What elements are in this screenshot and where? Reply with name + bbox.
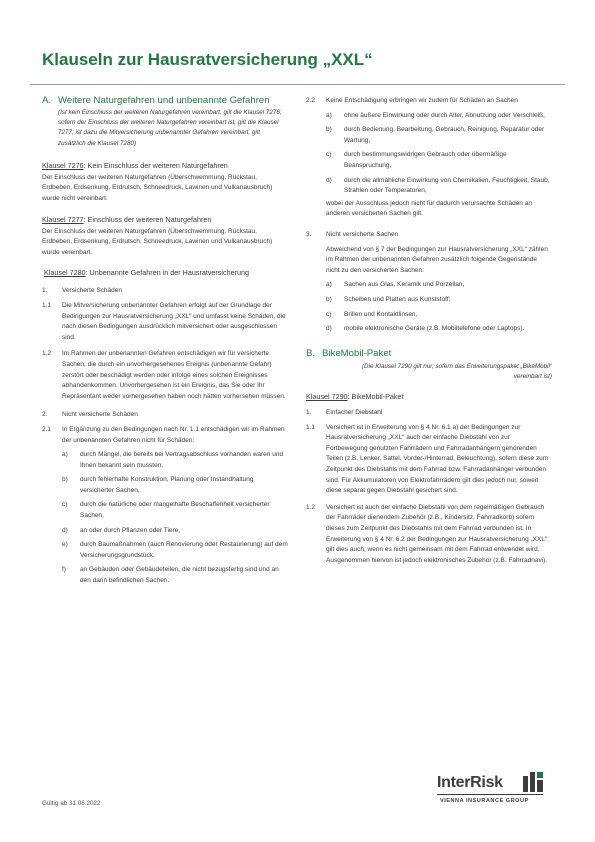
section-3-text: Abweichend von § 7 der Bedingungen zur Hausratversicherung „XXL“ zählen im Rahmen der unbenannten Gefahren zusätzlich folgende Gegenstände nicht zu den versicherten Sachen: xyxy=(326,245,548,274)
list-item xyxy=(62,526,288,537)
b-section-1-heading xyxy=(306,408,552,419)
section-1-number: 1. xyxy=(42,287,48,295)
list-item-letter: c) xyxy=(326,310,332,318)
b-section-1-1-text: Versichert ist in Erweiterung von § 4 Nr. 6.1 a) der Bedingungen zur Hausratversicherung „XXL“ auch der einfache Diebstahl von zur Fortbewegung genutzten Fahrrädern und Fahrradanhängern gehörenden Teilen (z.B. Lenker, Sattel, Vorder-/Hinterrad, Beleuchtung), sofern diese zum Zeitpunkt des Diebstahls mit dem Fahrrad bzw. Fahrradanhänger verbunden sind. Für Akkumulatoren von Elektrofahrrädern gilt dies jedoch nur, soweit diese separat gegen Diebstahl gesichert sind. xyxy=(326,423,549,495)
b-section-1-title: Einfacher Diebstahl xyxy=(326,409,383,417)
list-item xyxy=(326,150,552,171)
list-item-letter: a) xyxy=(62,451,68,459)
section-a-note: (Ist kein Einschluss der weiteren Naturgefahren vereinbart, gilt die Klausel 7276; sofern der Einschluss der weiteren Naturgefahren vereinbart ist, gilt die Klausel 7277; ist dazu die Mitversicherung unbenannter Gefahren vereinbart, gilt zusätzlich die Klausel 7280) xyxy=(58,109,282,147)
list-item-text: durch die natürliche oder mangelhafte Beschaffenheit versicherter Sachen, xyxy=(80,501,270,520)
section-1-2-number: 1.2 xyxy=(42,350,52,358)
section-1-heading xyxy=(42,286,288,297)
page-title: Klauseln zur Hausratversicherung „XXL“ xyxy=(42,50,373,69)
list-item-letter: a) xyxy=(326,281,332,289)
list-item-letter: d) xyxy=(62,526,68,534)
b-section-1-2 xyxy=(306,503,552,567)
list-item xyxy=(62,540,288,561)
list-item-text: ohne äußere Einwirkung oder durch Alter, Abnutzung oder Verschleiß, xyxy=(344,111,545,119)
clause-7290-heading xyxy=(306,392,552,402)
list-item-letter: c) xyxy=(326,151,332,159)
clause-7290-title: : BikeMobil-Paket xyxy=(347,392,404,402)
list-item-text: durch Baumaßnahmen (auch Renovierung oder Restaurierung) auf dem Versicherungsgrundstück, xyxy=(80,541,288,559)
list-item xyxy=(326,280,552,291)
clause-7276-ref: Klausel 7276 xyxy=(42,160,84,170)
list-item xyxy=(326,176,552,197)
list-item-text: an oder durch Pflanzen oder Tiere, xyxy=(80,526,181,534)
list-item-text: Brillen und Kontaktlinsen, xyxy=(344,310,418,318)
section-2-2-tail: wobei der Ausschluss jedoch nicht für dadurch verursachte Schäden an anderen versicherten Sachen gilt. xyxy=(326,199,532,218)
left-column xyxy=(42,96,288,587)
section-2-heading xyxy=(42,410,288,421)
list-item xyxy=(326,125,552,146)
section-2-1-number: 2.1 xyxy=(42,425,52,433)
list-item-text: Scheiben und Platten aus Kunststoff; xyxy=(344,295,451,303)
b-section-1-number: 1. xyxy=(306,409,312,417)
clause-7277-ref: Klausel 7277 xyxy=(42,214,84,224)
right-column xyxy=(306,96,552,566)
list-item xyxy=(62,450,288,471)
clause-7280-ref: Klausel 7280 xyxy=(44,268,86,278)
list-item-text: durch die allmähliche Einwirkung von Chemikalien, Feuchtigkeit, Staub, Strahlen oder Temperaturen, xyxy=(344,176,550,195)
clause-7276-heading xyxy=(42,161,288,171)
section-1-1-text: Die Mitversicherung unbenannter Gefahren erfolgt auf der Grundlage der Bedingungen zur Hausratversicherung „XXL“ und umfasst keine Schäden, die nach diesen Bedingungen ausdrücklich mitversichert oder ausgeschlossen sind. xyxy=(62,301,286,341)
list-item xyxy=(326,324,552,335)
section-3-list xyxy=(306,280,552,334)
section-2-1-list xyxy=(42,450,288,587)
section-2-2-number: 2.2 xyxy=(306,97,316,104)
section-2-2-text: Keine Entschädigung erbringen wir zudem für Schäden an Sachen xyxy=(326,97,518,104)
list-item-letter: b) xyxy=(326,295,332,303)
section-3-title: Nicht versicherte Sachen xyxy=(326,230,399,238)
list-item-text: mobile elektronische Geräte (z.B. Mobiltelefone oder Laptops). xyxy=(344,325,525,333)
section-a-heading xyxy=(42,96,288,106)
interrisk-logo-icon xyxy=(523,772,543,792)
list-item-text: durch bestimmungswidrigen Gebrauch oder übermäßige Beanspruchung, xyxy=(344,151,507,169)
section-1-title: Versicherte Schäden xyxy=(62,287,122,295)
list-item xyxy=(326,310,552,321)
section-2-1-text: In Ergänzung zu den Bedingungen nach Nr. 1.1 entschädigen wir im Rahmen der unbenannten Gefahren nicht für Schäden: xyxy=(62,425,285,444)
section-a-title: Weitere Naturgefahren und unbenannte Gefahren xyxy=(58,95,270,106)
section-1-2 xyxy=(42,349,288,402)
title-divider xyxy=(30,84,565,85)
section-b-title: BikeMobil-Paket xyxy=(322,347,392,359)
list-item xyxy=(62,500,288,521)
list-item-text: Sachen aus Glas, Keramik und Porzellan, xyxy=(344,281,465,289)
clause-7280-heading xyxy=(42,268,288,278)
list-item-letter: d) xyxy=(326,176,332,184)
list-item-text: durch Mängel, die bereits bei Vertragsabschluss vorhanden waren und Ihnen bekannt sein mussten, xyxy=(80,451,284,469)
section-3-heading xyxy=(306,230,552,241)
clause-7276-text: Der Einschluss der weiteren Naturgefahren (Überschwemmung, Rückstau, Erdbeben, Erdsenkung, Erdrutsch, Schneedruck, Lawinen und Vulkanausbruch) wurde nicht vereinbart. xyxy=(42,173,273,202)
b-section-1-2-text: Versichert ist auch der einfache Diebstahl von dem regelmäßigen Gebrauch der Fahrräder dienendem Zubehör (z.B., Kindersitz, Fahrradkorb) sofern dieses zum Zeitpunkt des Diebstahls mit dem Fahrrad verbunden ist. In Erweiterung von § 4 Nr. 6.2 der Bedingungen zur Hausratversicherung „XXL“ gilt dies auch, wenn es nicht gemeinsam mit dem Fahrrad entwendet wird. Ausgenommen hiervon ist jedoch elektronisches Zubehör (z.B. Fahrradnavi). xyxy=(326,503,548,564)
clause-7290-ref: Klausel 7290 xyxy=(306,392,348,402)
list-item xyxy=(62,475,288,496)
list-item-text: an Gebäuden oder Gebäudeteilen, die nicht bezugsfertig sind und an den darin befindlichen Sachen. xyxy=(80,566,279,585)
section-b-letter: B. xyxy=(306,347,316,359)
list-item-letter: c) xyxy=(62,501,68,509)
list-item-text: durch fehlerhafte Konstruktion, Planung oder Instandhaltung versicherter Sachen, xyxy=(80,476,254,494)
section-1-1-number: 1.1 xyxy=(42,301,52,309)
list-item-letter: a) xyxy=(326,111,332,119)
section-2-number: 2. xyxy=(42,411,48,419)
list-item-letter: b) xyxy=(62,476,68,484)
section-1-1 xyxy=(42,301,288,343)
section-2-1 xyxy=(42,425,288,446)
b-section-1-1 xyxy=(306,423,552,497)
section-a-letter: A. xyxy=(42,95,52,106)
section-1-2-text: Im Rahmen der unbenannten Gefahren entschädigen wir für versicherte Sachen, die durch ein unvorhergesehenes Ereignis (unbenannte Gefahr) zerstört oder beschädigt werden oder infolge eines solchen Ereignisses abhandenkommen. Unvorhergesehen ist ein Ereignis, das Sie oder Ihr Repräsentant weder vorhergesehen haben noch hätten vorhersehen müssen. xyxy=(62,350,286,400)
list-item xyxy=(62,565,288,586)
list-item xyxy=(326,295,552,306)
clause-7276-title: : Kein Einschluss der weiteren Naturgefahren xyxy=(83,160,228,170)
list-item xyxy=(326,111,552,122)
clause-7277-title: : Einschluss der weiteren Naturgefahren xyxy=(83,214,212,224)
vienna-insurance-group-text: VIENNA INSURANCE GROUP xyxy=(440,798,529,804)
logo-divider xyxy=(437,794,543,795)
b-section-1-1-number: 1.1 xyxy=(306,423,316,431)
b-section-1-2-number: 1.2 xyxy=(306,503,316,511)
section-2-title: Nicht versicherte Schäden xyxy=(62,411,138,419)
section-b-note: (Die Klausel 7290 gilt nur, sofern das Erweiterungspaket „BikeMobil“ vereinbart ist) xyxy=(361,362,552,380)
section-3-number: 3. xyxy=(306,230,312,238)
list-item-letter: e) xyxy=(62,541,68,549)
interrisk-logo-text: InterRisk xyxy=(437,774,503,791)
list-item-text: durch Bedienung, Bearbeitung, Gebrauch, Reinigung, Reparatur oder Wartung, xyxy=(344,126,545,144)
clause-7277-heading xyxy=(42,215,288,225)
section-2-2-list xyxy=(306,111,552,197)
clause-7277-text: Der Einschluss der weiteren Naturgefahren (Überschwemmung, Rückstau, Erdbeben, Erdsenkung, Erdrutsch, Schneedruck, Lawinen und Vulkanausbruch) wurde vereinbart. xyxy=(42,227,273,256)
validity-date: Gültig ab 31.08.2022 xyxy=(42,800,101,807)
clause-7280-title: : Unbenannte Gefahren in der Hausratversicherung xyxy=(85,268,249,278)
section-b-heading xyxy=(306,349,552,359)
list-item-letter: b) xyxy=(326,126,332,134)
list-item-letter: f) xyxy=(62,566,66,574)
list-item-letter: d) xyxy=(326,325,332,333)
section-2-2 xyxy=(306,96,552,107)
